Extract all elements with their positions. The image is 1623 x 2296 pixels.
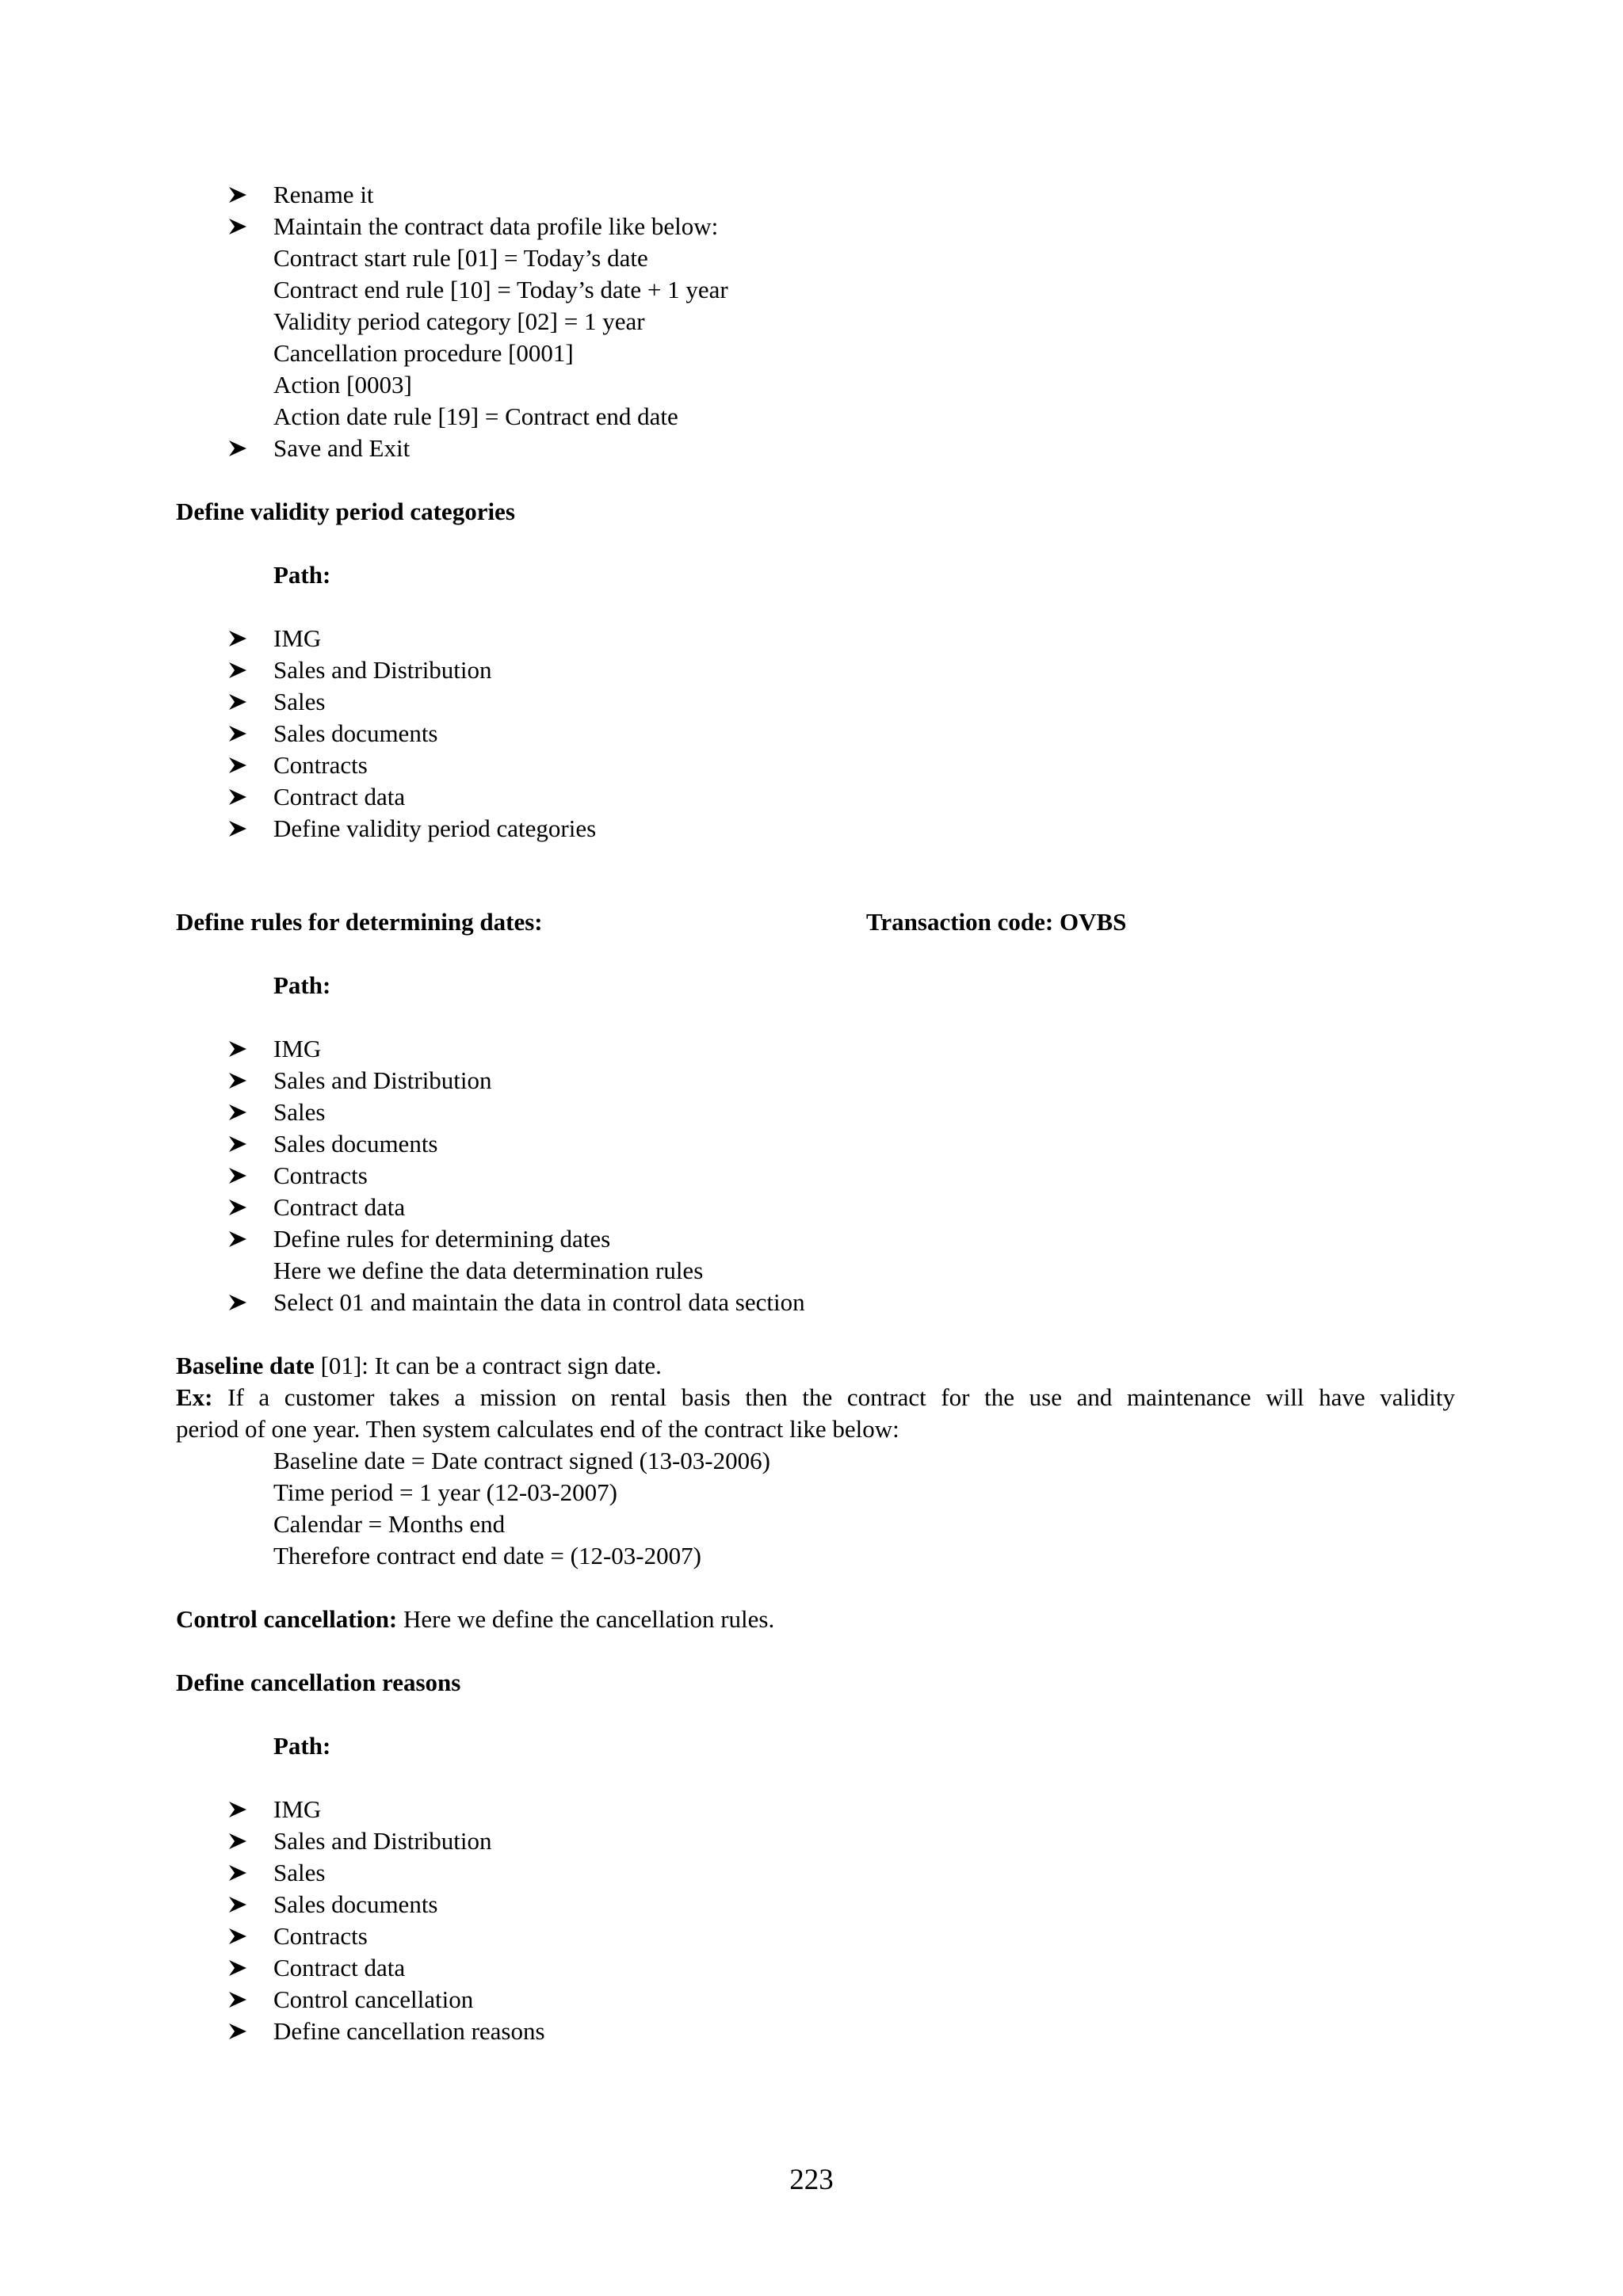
list-item: Sales and Distribution	[273, 1065, 492, 1097]
list-item: Sales	[273, 686, 325, 718]
section-heading: Define rules for determining dates:	[176, 908, 543, 936]
profile-line: Cancellation procedure [0001]	[273, 339, 574, 367]
arrow-bullet-icon	[226, 1984, 250, 2016]
arrow-bullet-icon	[226, 1097, 250, 1128]
calc-line: Baseline date = Date contract signed (13-03-2006)	[273, 1447, 770, 1474]
example-label: Ex:	[176, 1383, 213, 1411]
arrow-bullet-icon	[226, 1160, 250, 1192]
calc-line: Calendar = Months end	[273, 1510, 506, 1538]
arrow-bullet-icon	[226, 433, 250, 464]
list-item: Sales documents	[273, 1128, 438, 1160]
calc-line: Therefore contract end date = (12-03-2007)	[273, 1542, 701, 1569]
list-item: Contracts	[273, 1920, 368, 1952]
path-label: Path:	[273, 561, 331, 589]
baseline-paragraph	[176, 1350, 662, 1382]
arrow-bullet-icon	[226, 1794, 250, 1825]
list-item: Contracts	[273, 749, 368, 781]
arrow-bullet-icon	[226, 211, 250, 242]
list-item: Sales documents	[273, 718, 438, 749]
arrow-bullet-icon	[226, 1287, 250, 1318]
path-label: Path:	[273, 1732, 331, 1760]
list-item: Contract data	[273, 1952, 405, 1984]
profile-line: Contract end rule [10] = Today’s date + 1 year	[273, 276, 728, 303]
control-paragraph	[176, 1604, 774, 1635]
list-item: Control cancellation	[273, 1984, 473, 2016]
list-item: Sales and Distribution	[273, 654, 492, 686]
list-item: IMG	[273, 623, 321, 654]
profile-line: Validity period category [02] = 1 year	[273, 307, 645, 335]
arrow-bullet-icon	[226, 781, 250, 813]
arrow-bullet-icon	[226, 749, 250, 781]
arrow-bullet-icon	[226, 686, 250, 718]
list-item: IMG	[273, 1033, 321, 1065]
arrow-bullet-icon	[226, 1033, 250, 1065]
list-item: IMG	[273, 1794, 321, 1825]
baseline-text: [01]: It can be a contract sign date.	[314, 1352, 662, 1379]
arrow-bullet-icon	[226, 1223, 250, 1255]
arrow-bullet-icon	[226, 813, 250, 845]
list-item: Contract data	[273, 1192, 405, 1223]
list-item: Contract data	[273, 781, 405, 813]
arrow-bullet-icon	[226, 1952, 250, 1984]
list-item: Rename it	[273, 179, 374, 211]
note-line: Here we define the data determination rules	[273, 1257, 704, 1284]
list-item: Define cancellation reasons	[273, 2016, 545, 2047]
list-item: Save and Exit	[273, 433, 410, 464]
arrow-bullet-icon	[226, 718, 250, 749]
arrow-bullet-icon	[226, 1889, 250, 1920]
list-item: Sales	[273, 1857, 325, 1889]
arrow-bullet-icon	[226, 1128, 250, 1160]
list-item: Contracts	[273, 1160, 368, 1192]
calc-line: Time period = 1 year (12-03-2007)	[273, 1478, 617, 1506]
arrow-bullet-icon	[226, 1065, 250, 1097]
list-item: Define validity period categories	[273, 813, 596, 845]
arrow-bullet-icon	[226, 1857, 250, 1889]
baseline-label: Baseline date	[176, 1352, 315, 1379]
list-item: Sales and Distribution	[273, 1825, 492, 1857]
example-line: period of one year. Then system calculates end of the contract like below:	[176, 1415, 899, 1443]
profile-line: Action date rule [19] = Contract end date	[273, 402, 678, 430]
example-text: If a customer takes a mission on rental basis then the contract for the use and maintenance will have validity	[212, 1383, 1455, 1411]
arrow-bullet-icon	[226, 623, 250, 654]
control-label: Control cancellation:	[176, 1605, 398, 1633]
arrow-bullet-icon	[226, 1192, 250, 1223]
path-label: Path:	[273, 971, 331, 999]
control-text: Here we define the cancellation rules.	[397, 1605, 775, 1633]
example-line	[176, 1382, 1455, 1413]
arrow-bullet-icon	[226, 1920, 250, 1952]
arrow-bullet-icon	[226, 179, 250, 211]
list-item: Define rules for determining dates	[273, 1223, 610, 1255]
section-heading: Define validity period categories	[176, 498, 515, 525]
list-item: Sales	[273, 1097, 325, 1128]
section-heading: Define cancellation reasons	[176, 1669, 461, 1696]
list-item: Select 01 and maintain the data in control data section	[273, 1287, 805, 1318]
page-number: 223	[789, 2164, 834, 2196]
transaction-code: Transaction code: OVBS	[866, 908, 1127, 936]
profile-line: Action [0003]	[273, 371, 412, 399]
list-item: Sales documents	[273, 1889, 438, 1920]
arrow-bullet-icon	[226, 1825, 250, 1857]
arrow-bullet-icon	[226, 2016, 250, 2047]
list-item: Maintain the contract data profile like below:	[273, 211, 718, 242]
profile-line: Contract start rule [01] = Today’s date	[273, 244, 648, 272]
arrow-bullet-icon	[226, 654, 250, 686]
